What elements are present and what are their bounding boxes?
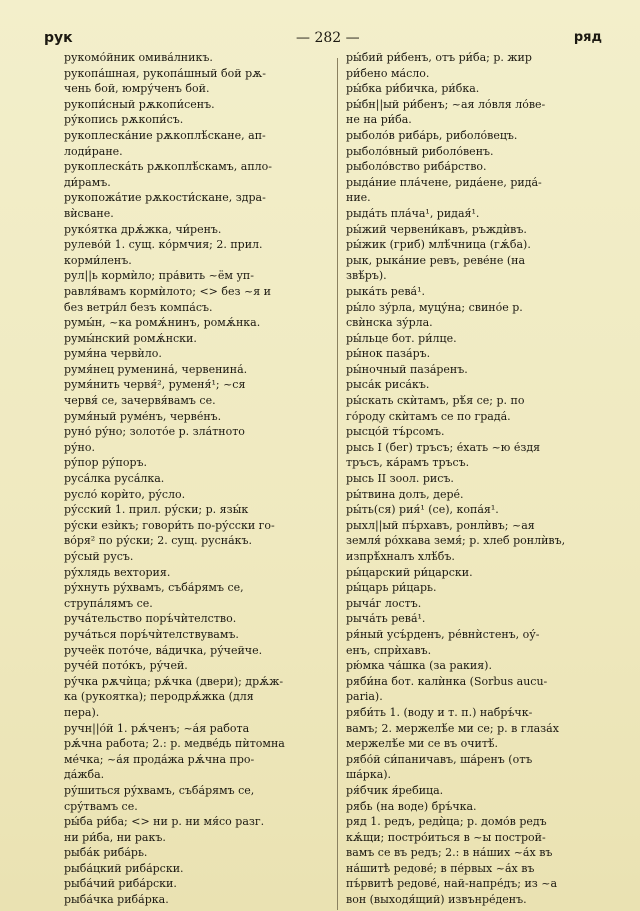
entry-line: ряд 1. редъ, редѝца; р. домо́в редъ	[346, 815, 547, 829]
entry-line: ры́ло зу́рла, муцу́на; свино́е р.	[346, 300, 523, 314]
entry-line: лоди́ране.	[64, 144, 123, 158]
entry-line: рыча́г лостъ.	[346, 596, 422, 610]
entry-line: рул||ь кормѝло; пра́вить ~ём уп-	[64, 269, 254, 283]
entry-line: ру́чка рѫчѝца; рѫ́чка (двери); дрѫ́ж-	[64, 674, 284, 688]
entry-line: ша́рка).	[346, 768, 392, 782]
page-header	[0, 30, 640, 52]
entry-line: чень бой, юмру́ченъ бой.	[64, 82, 210, 96]
entry-line: рыболо́вный риболо́венъ.	[346, 144, 494, 158]
column-divider	[337, 58, 338, 910]
entry-line: румы́нский ромѫ́нски.	[64, 331, 197, 345]
entry-line: ры́бн||ый ри́бенъ; ~ая ло́вля ло́ве-	[346, 97, 546, 111]
entry-line: рыболо́в риба́рь, риболо́вецъ.	[346, 128, 518, 142]
entry-line: ние.	[346, 191, 371, 205]
entry-line: ры́ть(ся) рия́¹ (се), копа́я¹.	[346, 503, 499, 517]
page-number: — 282 —	[296, 30, 360, 46]
entry-line: румя́на червѝло.	[64, 347, 162, 361]
entry-line: ру́но.	[64, 440, 95, 454]
entry-line: ру́шиться ру́хвамъ, съба́рямъ се,	[64, 783, 255, 797]
entry-line: ме́чка; ~а́я прода́жа рѫ́чна про-	[64, 752, 255, 766]
entry-line: на́шитѣ редове́; в пе́рвых ~а́х въ	[346, 861, 535, 875]
entry-line: руча́ться поръ́чѝтелствувамъ.	[64, 627, 239, 641]
entry-line: ры́жик (гриб) млѣ́чница (гѫ́ба).	[346, 238, 531, 252]
entry-line: ряби́на бот. калѝнка (Sorbus aucu-	[346, 674, 548, 688]
entry-line: румя́ный руме́нъ, черве́нъ.	[64, 409, 222, 423]
entry-line: ря́ный усъ́рденъ, ре́внѝстенъ, оу́-	[346, 627, 540, 641]
entry-line: рю́мка ча́шка (за ракия).	[346, 659, 492, 673]
entry-line: ни ри́ба, ни ракъ.	[64, 830, 166, 844]
entry-line: ри́бено ма́сло.	[346, 66, 430, 80]
entry-line: рябо́й си́паничавъ, ша́ренъ (отъ	[346, 752, 533, 766]
entry-line: ру́пор ру́поръ.	[64, 456, 148, 470]
entry-line: енъ, спрѝхавъ.	[346, 643, 432, 657]
entry-line: рукоплеска́ние рѫкоплѣ́скане, ап-	[64, 128, 266, 142]
entry-line: рыка́ть рева́¹.	[346, 284, 426, 298]
entry-line: рѫ́чна работа; 2.: р. медве́дь пѝтомна	[64, 737, 285, 751]
entry-line: сру́твамъ се.	[64, 799, 138, 813]
entry-line: пера).	[64, 705, 100, 719]
entry-line: земля́ ро́хкава земя́; р. хлеб ронлѝвъ,	[346, 534, 566, 548]
entry-line: рысь I (бег) тръсъ; е́хать ~ю е́здя	[346, 440, 541, 454]
entry-line: не на ри́ба.	[346, 113, 412, 127]
entry-line: румы́н, ~ка ромѫ́нинъ, ромѫ́нка.	[64, 316, 261, 330]
entry-line: paria).	[346, 690, 383, 704]
header-right-word: ряд	[573, 30, 602, 45]
entry-line: русло́ корѝто, ру́сло.	[64, 487, 186, 501]
entry-line: ка (рукоятка); перодрѫ́жка (для	[64, 690, 254, 704]
entry-line: звѣ́ръ).	[346, 269, 387, 283]
entry-line: ры́царь ри́царь.	[346, 581, 437, 595]
entry-line: струпа́лямъ се.	[64, 596, 153, 610]
entry-line: рыда́ть пла́ча¹, ридая́¹.	[346, 206, 480, 220]
entry-line: го́роду скѝтамъ се по града́.	[346, 409, 511, 423]
entry-line: рыча́ть рева́¹.	[346, 612, 426, 626]
entry-line: без ветри́л безъ компа́съ.	[64, 300, 213, 314]
entry-line: рыхл||ый пъ́рхавъ, ронлѝвъ; ~ая	[346, 518, 535, 532]
entry-line: ру́копись рѫкопи́съ.	[64, 113, 184, 127]
entry-line: рыба́к риба́рь.	[64, 846, 148, 860]
entry-line: ря́бчик я́ребица.	[346, 783, 444, 797]
entry-line: рысь II зоол. рисъ.	[346, 472, 454, 486]
entry-line: рык, рыка́ние ревъ, реве́не (на	[346, 253, 526, 267]
entry-line: руче́й пото́къ, ру́чей.	[64, 659, 188, 673]
entry-line: ру́ски езѝкъ; говори́ть по-ру́сски го-	[64, 518, 275, 532]
entry-line: ры́скать скѝтамъ, рѣ́я се; р. по	[346, 394, 525, 408]
entry-line: рукопи́сный рѫкопи́сенъ.	[64, 97, 215, 111]
entry-line: ры́льце бот. ри́лце.	[346, 331, 457, 345]
entry-line: ручн||о́й 1. рѫ́ченъ; ~а́я работа	[64, 721, 250, 735]
entry-line: свѝнска зу́рла.	[346, 316, 433, 330]
entry-line: руно́ ру́но; золото́е р. зла́тното	[64, 425, 245, 439]
entry-line: вамъ се въ редъ; 2.: в на́ших ~а́х въ	[346, 846, 553, 860]
entry-line: ручеёк пото́че, ва́дичка, ру́чейче.	[64, 643, 263, 657]
entry-line: ру́хнуть ру́хвамъ, съба́рямъ се,	[64, 581, 244, 595]
entry-line: пъ́рвитѣ редове́, най-напре́дъ; из ~а	[346, 877, 558, 891]
entry-line: да́жба.	[64, 768, 105, 782]
entry-line: ры́ночный паза́ренъ.	[346, 362, 468, 376]
entry-line: вон (выходя́щий) извънре́денъ.	[346, 893, 527, 907]
right-column	[346, 50, 608, 908]
entry-line: ры́твина долъ, дере́.	[346, 487, 464, 501]
header-left-word: рук	[44, 30, 73, 46]
entry-line: вамъ; 2. мержелѣ́е ми се; р. в глаза́х	[346, 721, 559, 735]
entry-line: вѝсване.	[64, 206, 114, 220]
entry-line: рукомо́йник омива́лникъ.	[64, 51, 213, 64]
entry-line: корми́ленъ.	[64, 253, 132, 267]
entry-line: ры́царский ри́царски.	[346, 565, 473, 579]
entry-line: руча́тельство поръ́чѝтелство.	[64, 612, 237, 626]
entry-line: рукопожа́тие рѫкости́скане, здра-	[64, 191, 266, 205]
entry-line: рыда́ние пла́чене, рида́ене, рида́-	[346, 175, 542, 189]
entry-line: тръсъ, ка́рамъ тръсъ.	[346, 456, 470, 470]
entry-line: ру́сый русъ.	[64, 550, 134, 563]
entry-line: рыба́цкий риба́рски.	[64, 861, 184, 875]
left-column	[64, 50, 330, 908]
entry-line: рыса́к риса́къ.	[346, 378, 430, 392]
entry-line: равля́вамъ кормѝлото; <> без ~я и	[64, 284, 272, 298]
entry-line: рыба́чий риба́рски.	[64, 877, 177, 891]
entry-line: ры́нок паза́ръ.	[346, 347, 431, 361]
entry-line: кѫ́щи; постро́иться в ~ы построй-	[346, 830, 546, 844]
entry-line: рукоплеска́ть рѫкоплѣ́скамъ, апло-	[64, 160, 272, 174]
entry-line: червя́ се, зачервя́вамъ се.	[64, 394, 216, 408]
entry-line: ди́рамъ.	[64, 175, 111, 189]
entry-line: мержелѣ́е ми се въ очитѣ́.	[346, 737, 499, 751]
entry-line: изпрѣ́хналъ хлѣ́бъ.	[346, 550, 455, 563]
entry-line: румя́нец руменина́, червенина́.	[64, 362, 248, 376]
entry-line: ры́жий червени́кавъ, ръждѝвъ.	[346, 222, 527, 236]
entry-line: ру́хлядь вехтория.	[64, 565, 171, 579]
entry-line: во́ря² по ру́ски; 2. сущ. русна́къ.	[64, 534, 253, 548]
entry-line: рябь (на воде) бръ́чка.	[346, 799, 477, 813]
entry-line: ры́бий ри́бенъ, отъ ри́ба; р. жир	[346, 51, 532, 64]
entry-line: руко́ятка дрѫ́жка, чи́ренъ.	[64, 222, 222, 236]
entry-line: румя́нить червя́², руменя́¹; ~ся	[64, 378, 246, 392]
entry-line: ры́бка ри́бичка, ри́бка.	[346, 82, 480, 96]
entry-line: рыболо́вство риба́рство.	[346, 160, 487, 174]
entry-line: ряби́ть 1. (воду и т. п.) набръ́чк-	[346, 705, 533, 719]
entry-line: рулево́й 1. сущ. ко́рмчия; 2. прил.	[64, 238, 263, 252]
entry-line: ру́сский 1. прил. ру́ски; р. язы́к	[64, 503, 249, 517]
entry-line: руса́лка руса́лка.	[64, 472, 165, 486]
entry-line: ры́ба ри́ба; <> ни р. ни мя́со разг.	[64, 815, 265, 829]
entry-line: рукопа́шная, рукопа́шный бой рѫ-	[64, 66, 266, 80]
entry-line: рыба́чка риба́рка.	[64, 893, 169, 907]
entry-line: рысцо́й тъ́рсомъ.	[346, 425, 445, 439]
